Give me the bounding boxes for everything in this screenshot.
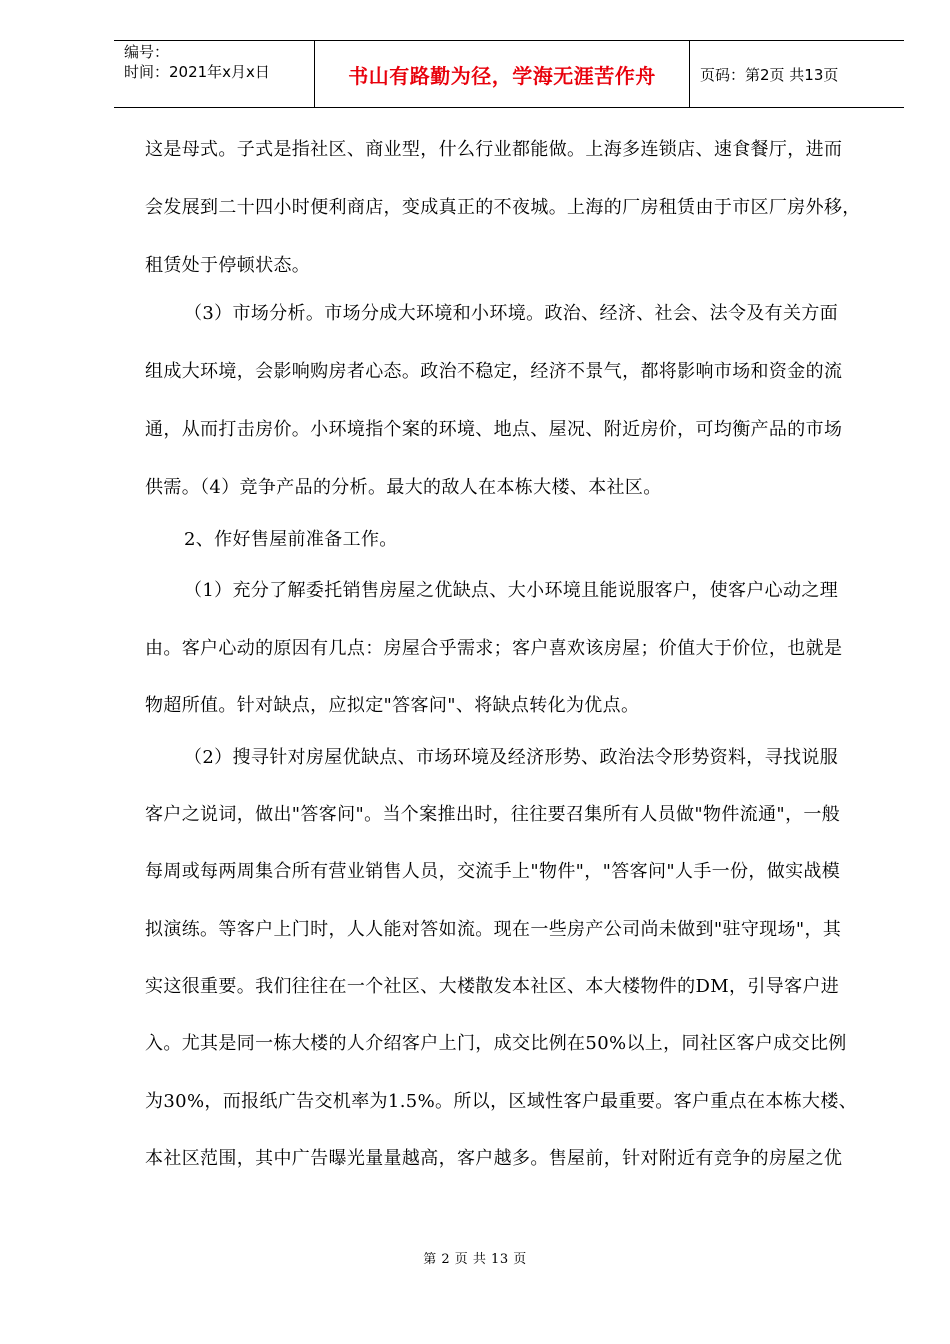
body-line: 由。客户心动的原因有几点：房屋合乎需求；客户喜欢该房屋；价值大于价位，也就是 bbox=[145, 638, 843, 659]
body-line: 这是母式。子式是指社区、商业型，什么行业都能做。上海多连锁店、速食餐厅，进而 bbox=[145, 139, 843, 160]
body-line: （1）充分了解委托销售房屋之优缺点、大小环境且能说服客户，使客户心动之理 bbox=[184, 580, 839, 601]
serial-number-label: 编号： bbox=[124, 43, 170, 61]
body-line: 租赁处于停顿状态。 bbox=[145, 255, 311, 276]
body-line: 2、作好售屋前准备工作。 bbox=[184, 529, 398, 550]
body-line: （2）搜寻针对房屋优缺点、市场环境及经济形势、政治法令形势资料，寻找说服 bbox=[184, 747, 839, 768]
header-motto: 书山有路勤为径，学海无涯苦作舟 bbox=[348, 63, 656, 88]
body-line: 实这很重要。我们往往在一个社区、大楼散发本社区、本大楼物件的DM，引导客户进 bbox=[145, 976, 840, 997]
body-line: 通，从而打击房价。小环境指个案的环境、地点、屋况、附近房价，可均衡产品的市场 bbox=[145, 419, 843, 440]
body-line: 每周或每两周集合所有营业销售人员，交流手上"物件"，"答客问"人手一份，做实战模 bbox=[145, 861, 841, 882]
body-line: 为30%，而报纸广告交机率为1.5%。所以，区域性客户最重要。客户重点在本栋大楼、 bbox=[145, 1091, 858, 1112]
body-line: 入。尤其是同一栋大楼的人介绍客户上门，成交比例在50%以上，同社区客户成交比例 bbox=[145, 1033, 847, 1054]
header-page-number: 页码：第2页 共13页 bbox=[700, 65, 839, 84]
body-line: 客户之说词，做出"答客问"。当个案推出时，往往要召集所有人员做"物件流通"，一般 bbox=[145, 804, 841, 825]
body-line: 拟演练。等客户上门时，人人能对答如流。现在一些房产公司尚未做到"驻守现场"，其 bbox=[145, 919, 842, 940]
page-footer bbox=[0, 1248, 950, 1267]
body-line: 物超所值。针对缺点，应拟定"答客问"、将缺点转化为优点。 bbox=[145, 695, 640, 716]
header-page-cell bbox=[690, 41, 904, 107]
footer-page-number: 第 2 页 共 13 页 bbox=[423, 1252, 527, 1267]
body-line: 会发展到二十四小时便利商店，变成真正的不夜城。上海的厂房租赁由于市区厂房外移， bbox=[145, 197, 861, 218]
body-line: 本社区范围，其中广告曝光量量越高，客户越多。售屋前，针对附近有竞争的房屋之优 bbox=[145, 1148, 843, 1169]
header-meta-cell bbox=[114, 41, 315, 107]
page-header bbox=[114, 40, 904, 108]
header-motto-cell bbox=[315, 41, 690, 107]
time-label: 时间：2021年x月x日 bbox=[124, 63, 270, 81]
body-line: （3）市场分析。市场分成大环境和小环境。政治、经济、社会、法令及有关方面 bbox=[184, 303, 839, 324]
body-line: 组成大环境，会影响购房者心态。政治不稳定，经济不景气，都将影响市场和资金的流 bbox=[145, 361, 843, 382]
body-line: 供需。（4）竞争产品的分析。最大的敌人在本栋大楼、本社区。 bbox=[145, 477, 662, 498]
